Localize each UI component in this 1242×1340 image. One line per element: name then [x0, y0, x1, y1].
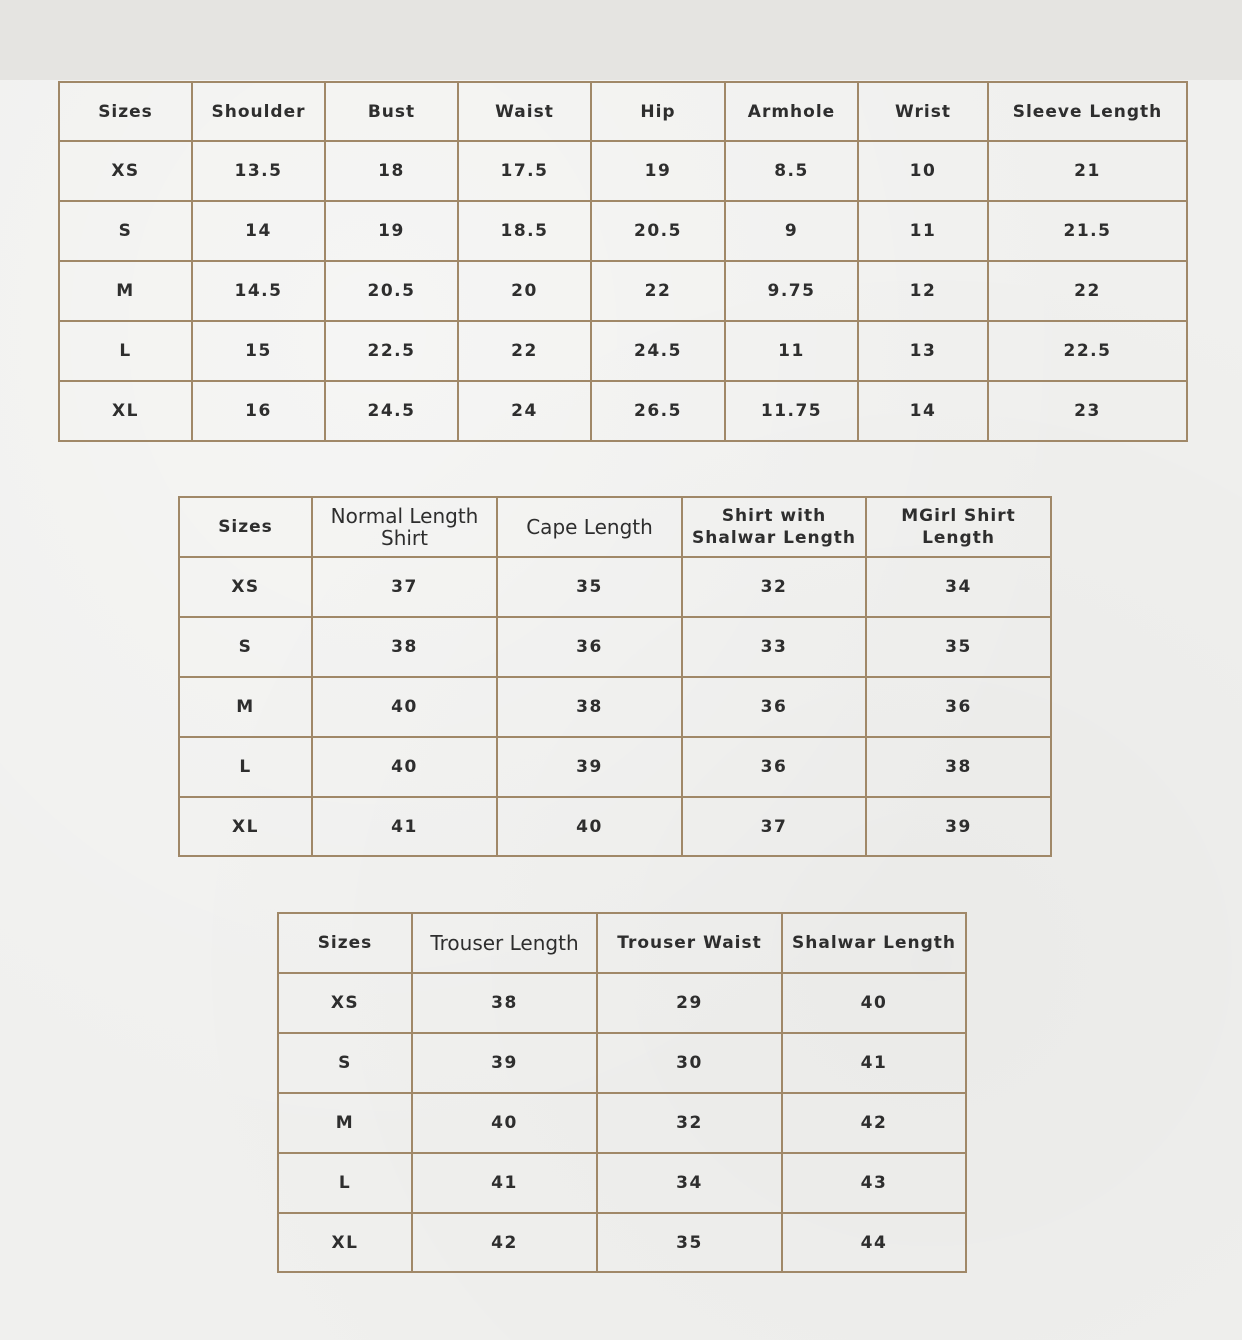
table-cell: 16	[192, 381, 325, 441]
header-cell: Sizes	[59, 82, 192, 141]
header-cell: Bust	[325, 82, 458, 141]
size-cell: L	[59, 321, 192, 381]
table-cell: 15	[192, 321, 325, 381]
table-cell: 11	[725, 321, 858, 381]
table-cell: 34	[597, 1153, 782, 1213]
table-cell: 39	[412, 1033, 597, 1093]
body-measurements-table	[58, 81, 1188, 442]
header-cell: Armhole	[725, 82, 858, 141]
top-margin	[0, 0, 1242, 80]
table-cell: 22	[988, 261, 1187, 321]
header-cell: Wrist	[858, 82, 988, 141]
size-cell: L	[179, 737, 312, 797]
size-cell: XS	[59, 141, 192, 201]
table-row	[59, 381, 1187, 441]
table-header-row	[278, 913, 966, 973]
table-cell: 14	[192, 201, 325, 261]
table-row	[179, 617, 1051, 677]
table-row	[59, 321, 1187, 381]
size-cell: S	[278, 1033, 412, 1093]
table-cell: 44	[782, 1213, 966, 1272]
table-cell: 38	[866, 737, 1051, 797]
table-cell: 40	[312, 737, 497, 797]
table-row	[59, 261, 1187, 321]
table-cell: 20	[458, 261, 591, 321]
table-cell: 36	[866, 677, 1051, 737]
table-cell: 12	[858, 261, 988, 321]
table-cell: 42	[782, 1093, 966, 1153]
table-row	[278, 973, 966, 1033]
shirt-length-table	[178, 496, 1052, 857]
table-cell: 14	[858, 381, 988, 441]
table-cell: 22	[591, 261, 725, 321]
table-cell: 41	[412, 1153, 597, 1213]
table-cell: 41	[782, 1033, 966, 1093]
table-cell: 8.5	[725, 141, 858, 201]
table-cell: 32	[682, 557, 866, 617]
table-cell: 39	[866, 797, 1051, 856]
table-row	[278, 1093, 966, 1153]
table-cell: 26.5	[591, 381, 725, 441]
table-cell: 21	[988, 141, 1187, 201]
table-row	[59, 141, 1187, 201]
table-cell: 35	[597, 1213, 782, 1272]
table-cell: 36	[497, 617, 682, 677]
table-row	[278, 1033, 966, 1093]
table-header-row	[59, 82, 1187, 141]
table-row	[278, 1213, 966, 1272]
table-row	[59, 201, 1187, 261]
table-cell: 19	[591, 141, 725, 201]
table-cell: 9	[725, 201, 858, 261]
table-cell: 33	[682, 617, 866, 677]
table-cell: 13	[858, 321, 988, 381]
size-cell: L	[278, 1153, 412, 1213]
table-cell: 18	[325, 141, 458, 201]
table-cell: 35	[866, 617, 1051, 677]
header-cell: MGirl Shirt Length	[866, 497, 1051, 557]
size-cell: XL	[59, 381, 192, 441]
size-cell: XL	[278, 1213, 412, 1272]
table-cell: 23	[988, 381, 1187, 441]
table-row	[179, 557, 1051, 617]
size-cell: S	[59, 201, 192, 261]
table-cell: 22.5	[325, 321, 458, 381]
table-cell: 13.5	[192, 141, 325, 201]
table-cell: 43	[782, 1153, 966, 1213]
header-cell: Hip	[591, 82, 725, 141]
table-cell: 24.5	[325, 381, 458, 441]
size-cell: XL	[179, 797, 312, 856]
size-cell: XS	[179, 557, 312, 617]
table-cell: 22	[458, 321, 591, 381]
table-cell: 9.75	[725, 261, 858, 321]
table-cell: 40	[312, 677, 497, 737]
table-row	[179, 797, 1051, 856]
header-cell: Sleeve Length	[988, 82, 1187, 141]
table-cell: 30	[597, 1033, 782, 1093]
table-cell: 18.5	[458, 201, 591, 261]
size-cell: M	[278, 1093, 412, 1153]
table-cell: 32	[597, 1093, 782, 1153]
table-row	[278, 1153, 966, 1213]
table-cell: 24.5	[591, 321, 725, 381]
table-cell: 40	[412, 1093, 597, 1153]
table-cell: 17.5	[458, 141, 591, 201]
table-cell: 11.75	[725, 381, 858, 441]
table-cell: 14.5	[192, 261, 325, 321]
size-cell: S	[179, 617, 312, 677]
table-cell: 24	[458, 381, 591, 441]
header-cell: Normal Length Shirt	[312, 497, 497, 557]
size-cell: M	[59, 261, 192, 321]
header-cell: Trouser Length	[412, 913, 597, 973]
table-cell: 38	[312, 617, 497, 677]
table-row	[179, 737, 1051, 797]
table-cell: 29	[597, 973, 782, 1033]
table-cell: 19	[325, 201, 458, 261]
table-cell: 41	[312, 797, 497, 856]
table-cell: 21.5	[988, 201, 1187, 261]
header-cell: Shirt with Shalwar Length	[682, 497, 866, 557]
table-cell: 20.5	[591, 201, 725, 261]
table-cell: 36	[682, 737, 866, 797]
header-cell: Sizes	[179, 497, 312, 557]
table-cell: 39	[497, 737, 682, 797]
table-cell: 37	[682, 797, 866, 856]
table-row	[179, 677, 1051, 737]
table-cell: 20.5	[325, 261, 458, 321]
table-cell: 42	[412, 1213, 597, 1272]
size-cell: XS	[278, 973, 412, 1033]
header-cell: Shalwar Length	[782, 913, 966, 973]
header-cell: Cape Length	[497, 497, 682, 557]
table-cell: 10	[858, 141, 988, 201]
table-header-row	[179, 497, 1051, 557]
table-cell: 34	[866, 557, 1051, 617]
trouser-table	[277, 912, 967, 1273]
header-cell: Trouser Waist	[597, 913, 782, 973]
table-cell: 38	[497, 677, 682, 737]
table-cell: 40	[782, 973, 966, 1033]
table-cell: 40	[497, 797, 682, 856]
header-cell: Waist	[458, 82, 591, 141]
table-cell: 11	[858, 201, 988, 261]
table-cell: 36	[682, 677, 866, 737]
table-cell: 37	[312, 557, 497, 617]
header-cell: Shoulder	[192, 82, 325, 141]
size-cell: M	[179, 677, 312, 737]
header-cell: Sizes	[278, 913, 412, 973]
table-cell: 38	[412, 973, 597, 1033]
table-cell: 22.5	[988, 321, 1187, 381]
table-cell: 35	[497, 557, 682, 617]
